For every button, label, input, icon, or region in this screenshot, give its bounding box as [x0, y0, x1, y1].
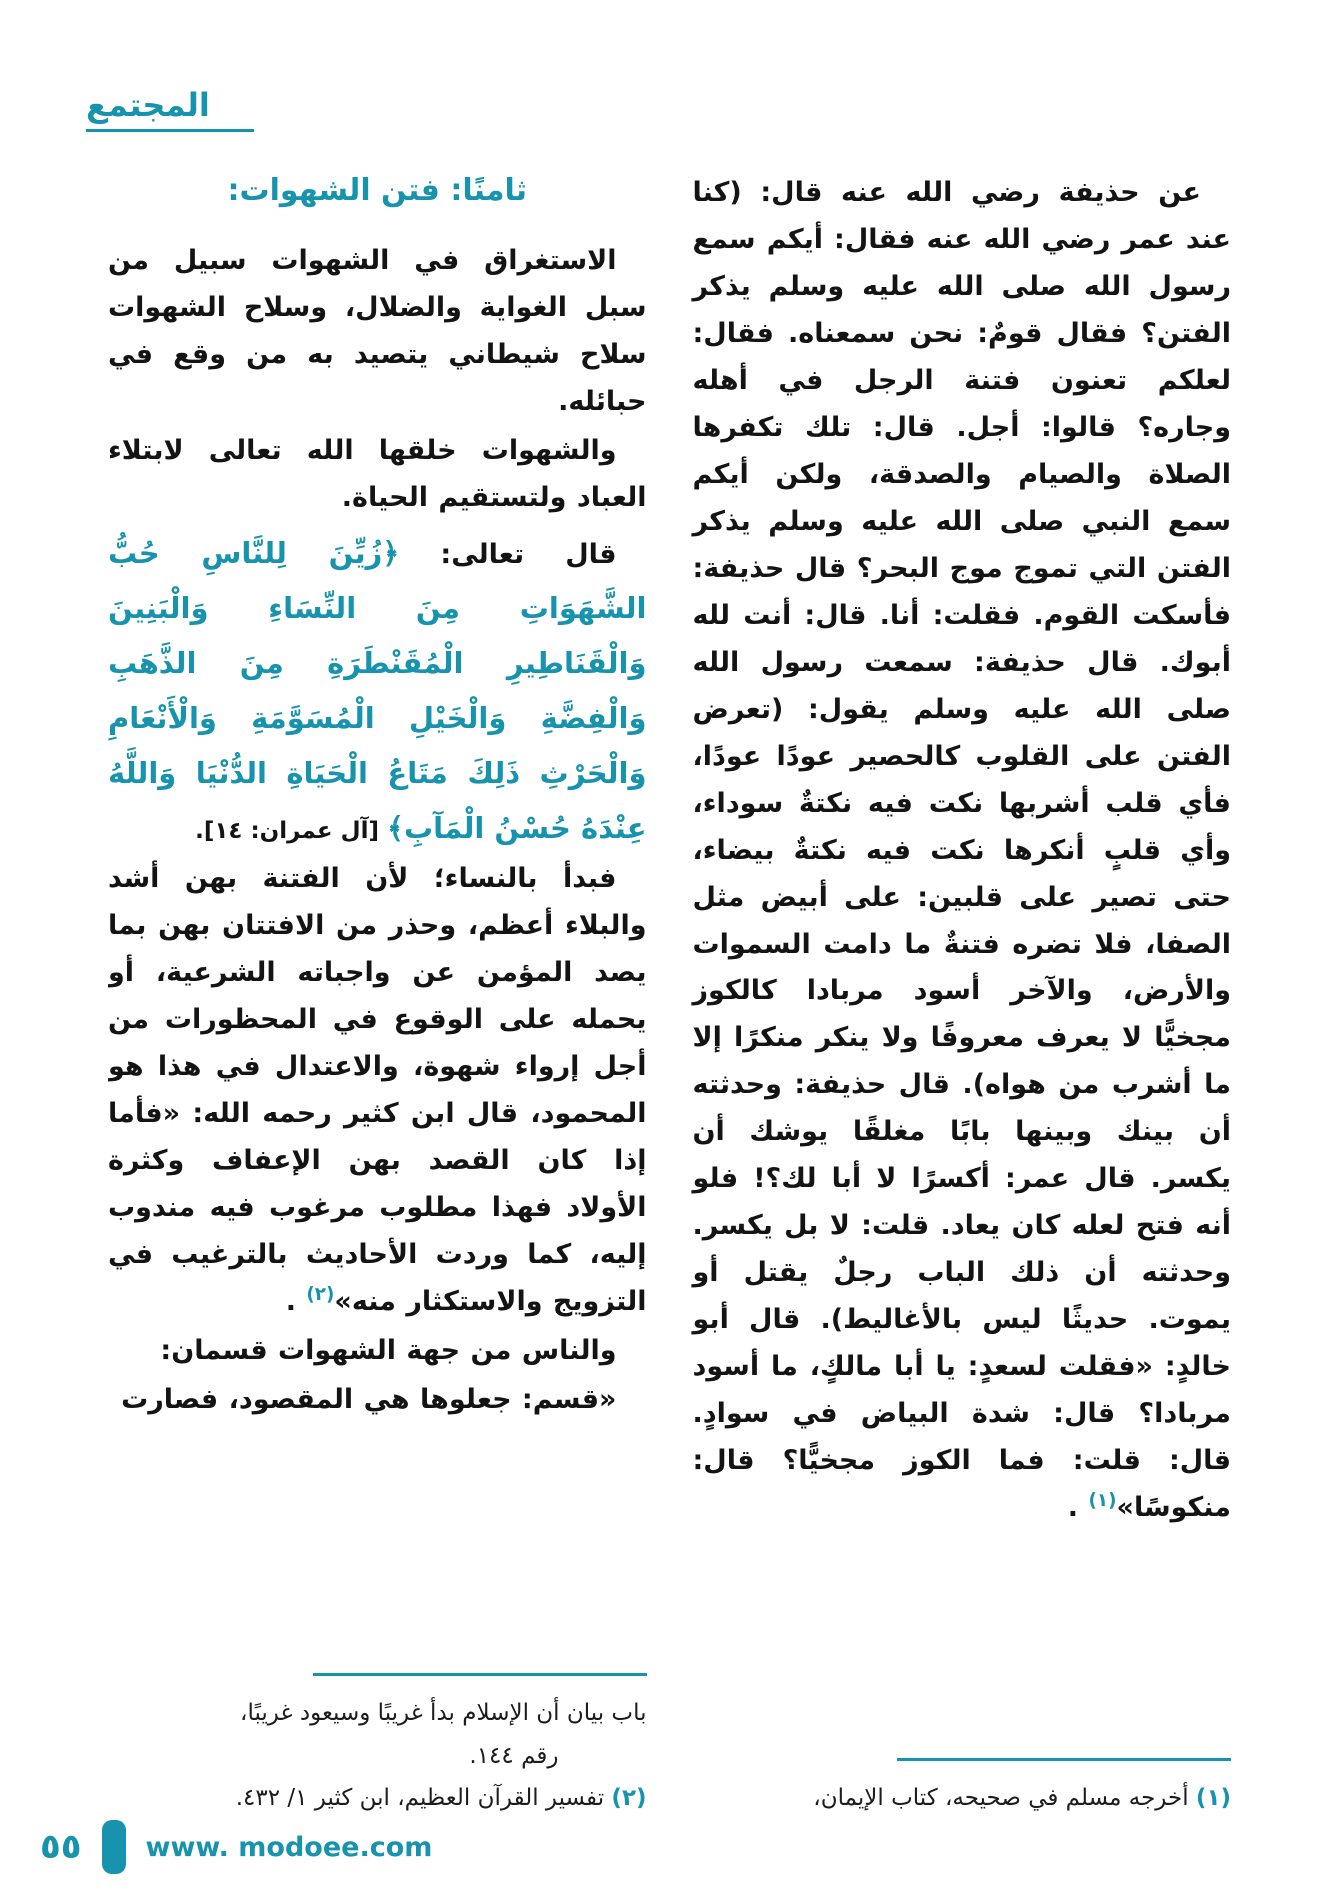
footnote-continuation-line2: رقم ١٤٤. — [469, 1742, 559, 1769]
quran-verse: ﴿زُيِّنَ لِلنَّاسِ حُبُّ الشَّهَوَاتِ مِنَ النِّسَاءِ وَالْبَنِينَ وَالْقَنَاطِيرِ الْمُقَنْطَرَةِ مِنَ الذَّهَبِ وَالْفِضَّةِ وَالْخَيْلِ الْمُسَوَّمَةِ وَالْأَنْعَامِ وَالْحَرْثِ ذَلِكَ مَتَاعُ الْحَيَاةِ الدُّنْيَا وَاللَّهُ عِنْدَهُ حُسْنُ الْمَآبِ﴾ — [108, 535, 647, 846]
section-paragraph-5: «قسم: جعلوها هي المقصود، فصارت — [121, 1384, 617, 1416]
hadith-text: عن حذيفة رضي الله عنه قال: (كنا عند عمر رضي الله عنه فقال: أيكم سمع رسول الله صلى الله عليه وسلم يذكر الفتن؟ فقال قومٌ: نحن سمعناه. فقال: لعلكم تعنون فتنة الرجل في أهله وجاره؟ قالوا: أجل. قال: تلك تكفرها الصلاة والصيام والصدقة، ولكن أيكم سمع النبي صلى الله عليه وسلم يذكر الفتن التي تموج موج البحر؟ قال حذيفة: فأسكت القوم. فقلت: أنا. قال: أنت لله أبوك. قال حذيفة: سمعت رسول الله صلى الله عليه وسلم يقول: (تعرض الفتن على القلوب كالحصير عودًا عودًا، فأي قلب أشربها نكت فيه نكتةٌ سوداء، وأي قلبٍ أنكرها نكت فيه نكتةٌ بيضاء، حتى تصير على قلبين: على أبيض مثل الصفا، فلا تضره فتنةٌ ما دامت السموات والأرض، والآخر أسود مربادا كالكوز مجخيًّا لا يعرف معروفًا ولا ينكر منكرًا إلا ما أشرب من هواه). قال حذيفة: وحدثته أن بينك وبينها بابًا مغلقًا يوشك أن يكسر. قال عمر: أكسرًا لا أبا لك؟! فلو أنه فتح لعله كان يعاد. قلت: لا بل يكسر. وحدثته أن ذلك الباب رجلٌ يقتل أو يموت. حديثًا ليس بالأغاليط). قال أبو خالدٍ: «فقلت لسعدٍ: يا أبا مالكٍ، ما أسود مربادا؟ قال: شدة البياض في سوادٍ. قال: قلت: فما الكوز مجخيًّا؟ قال: منكوسًا» — [692, 177, 1231, 1524]
footnote-separator — [897, 1758, 1231, 1761]
quran-reference: [آل عمران: ١٤]. — [195, 818, 387, 845]
page-footer — [40, 1820, 432, 1874]
footnote-block-left — [108, 1655, 647, 1820]
section-paragraph-3-closing: . — [285, 1286, 307, 1318]
footnote-separator — [313, 1673, 647, 1676]
footnote-2 — [108, 1777, 647, 1820]
section-paragraph-1: الاستغراق في الشهوات سبيل من سبل الغواية والضلال، وسلاح الشهوات سلاح شيطاني يتصيد به من وقع في حبائله. — [108, 245, 647, 417]
section-paragraph-2: والشهوات خلقها الله تعالى لابتلاء العباد ولتستقيم الحياة. — [108, 434, 647, 513]
quran-paragraph — [108, 526, 647, 857]
quran-intro: قال تعالى: — [399, 538, 617, 570]
footnote-ref-2: (٢) — [306, 1284, 335, 1306]
website-link[interactable]: www. modoee.com — [145, 1831, 433, 1863]
section-column — [108, 170, 647, 1820]
publisher-logo — [86, 88, 254, 132]
footnote-1 — [693, 1777, 1232, 1820]
hadith-column — [693, 170, 1232, 1820]
footnote-1-text: أخرجه مسلم في صحيحه، كتاب الإيمان، — [813, 1785, 1196, 1812]
section-paragraph-3 — [108, 856, 647, 1326]
hadith-paragraph — [693, 170, 1232, 1532]
page-number: ٥٥ — [40, 1827, 82, 1867]
publisher-logo-text: المجتمع — [86, 86, 210, 124]
section-heading: ثامنًا: فتن الشهوات: — [227, 173, 527, 208]
footer-divider-pill — [102, 1820, 126, 1874]
footnote-2-marker: (٢) — [611, 1785, 647, 1812]
footnote-block-right — [693, 1740, 1232, 1820]
section-paragraph-3-text: فبدأ بالنساء؛ لأن الفتنة بهن أشد والبلاء أعظم، وحذر من الافتتان بهن بما يصد المؤمن عن واجباته الشرعية، أو يحمله على الوقوع في المحظورات من أجل إرواء شهوة، والاعتدال في هذا هو المحمود، قال ابن كثير رحمه الله: «فأما إذا كان القصد بهن الإعفاف وكثرة الأولاد فهذا مطلوب مرغوب فيه مندوب إليه، كما وردت الأحاديث بالترغيب في التزويج والاستكثار منه» — [108, 863, 647, 1318]
footnote-ref-1: (١) — [1088, 1490, 1117, 1512]
hadith-closing: . — [1067, 1492, 1089, 1524]
footnote-1-marker: (١) — [1195, 1785, 1231, 1812]
footnote-continuation-line1: باب بيان أن الإسلام بدأ غريبًا وسيعود غريبًا، — [240, 1700, 647, 1727]
section-paragraph-4: والناس من جهة الشهوات قسمان: — [160, 1335, 617, 1367]
page-content — [108, 170, 1231, 1820]
footnote-2-text: تفسير القرآن العظيم، ابن كثير ١/ ٤٣٢. — [235, 1785, 612, 1812]
